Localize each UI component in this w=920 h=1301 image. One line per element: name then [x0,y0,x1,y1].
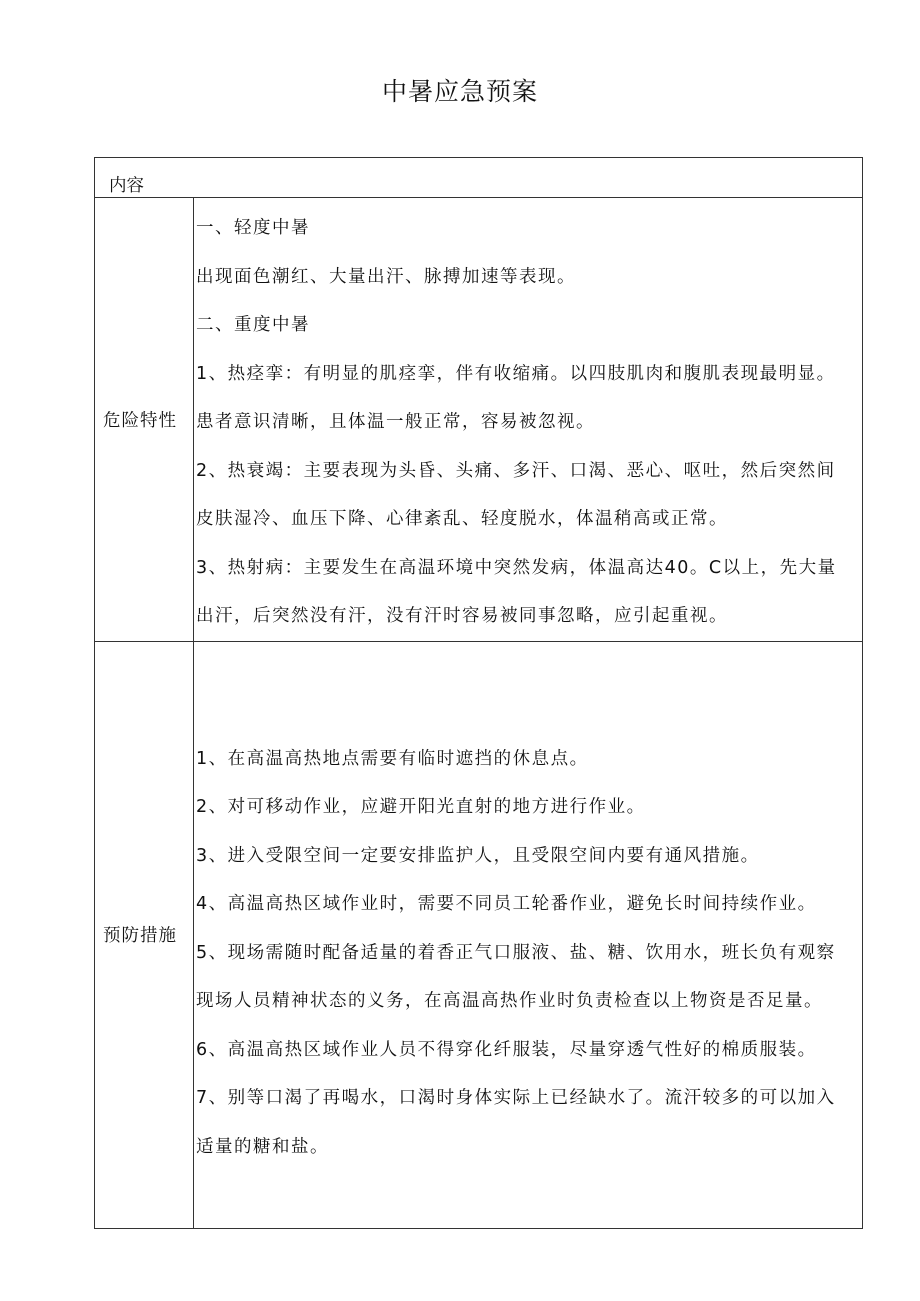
row-content-prevention [194,641,863,1228]
row-content-hazard [194,198,863,642]
emergency-plan-table [94,157,863,1229]
content-line: 2、热衰竭：主要表现为头昏、头痛、多汗、口渴、恶心、呕吐，然后突然间 [196,460,836,481]
content-line: 1、在高温高热地点需要有临时遮挡的休息点。 [196,748,589,769]
row-label-hazard: 危险特性 [95,198,194,642]
content-line: 3、进入受限空间一定要安排监护人，且受限空间内要有通风措施。 [196,845,760,866]
content-line: 5、现场需随时配备适量的着香正气口服液、盐、糖、饮用水，班长负有观察 [196,942,836,963]
content-line: 1、热痉挛：有明显的肌痉挛，伴有收缩痛。以四肢肌肉和腹肌表现最明显。 [196,363,836,384]
table-header-cell: 内容 [95,158,863,198]
content-line: 2、对可移动作业，应避开阳光直射的地方进行作业。 [196,797,646,817]
content-line: 适量的糖和盐。 [196,1136,329,1157]
row-label-prevention: 预防措施 [95,641,194,1228]
content-line: 皮肤湿冷、血压下降、心律紊乱、轻度脱水，体温稍高或正常。 [196,509,728,529]
content-line: 现场人员精神状态的义务，在高温高热作业时负责检查以上物资是否足量。 [196,991,823,1011]
table-row-prevention-measures [95,641,863,1228]
content-line: 出现面色潮红、大量出汗、脉搏加速等表现。 [196,266,576,287]
content-line: 患者意识清晰，且体温一般正常，容易被忽视。 [196,412,595,432]
table-row-hazard-characteristics [95,198,863,642]
content-line: 二、重度中暑 [196,315,310,335]
content-line: 出汗，后突然没有汗，没有汗时容易被同事忽略，应引起重视。 [196,606,728,626]
content-line: 一、轻度中暑 [196,218,310,238]
content-line: 4、高温高热区域作业时，需要不同员工轮番作业，避免长时间持续作业。 [196,894,817,914]
content-line: 7、别等口渴了再喝水，口渴时身体实际上已经缺水了。流汗较多的可以加入 [196,1088,836,1108]
document-title: 中暑应急预案 [381,77,538,106]
content-line: 3、热射病：主要发生在高温环境中突然发病，体温高达40。C以上，先大量 [196,557,837,578]
content-line: 6、高温高热区域作业人员不得穿化纤服装，尽量穿透气性好的棉质服装。 [196,1039,817,1060]
table-header-row [95,158,863,198]
